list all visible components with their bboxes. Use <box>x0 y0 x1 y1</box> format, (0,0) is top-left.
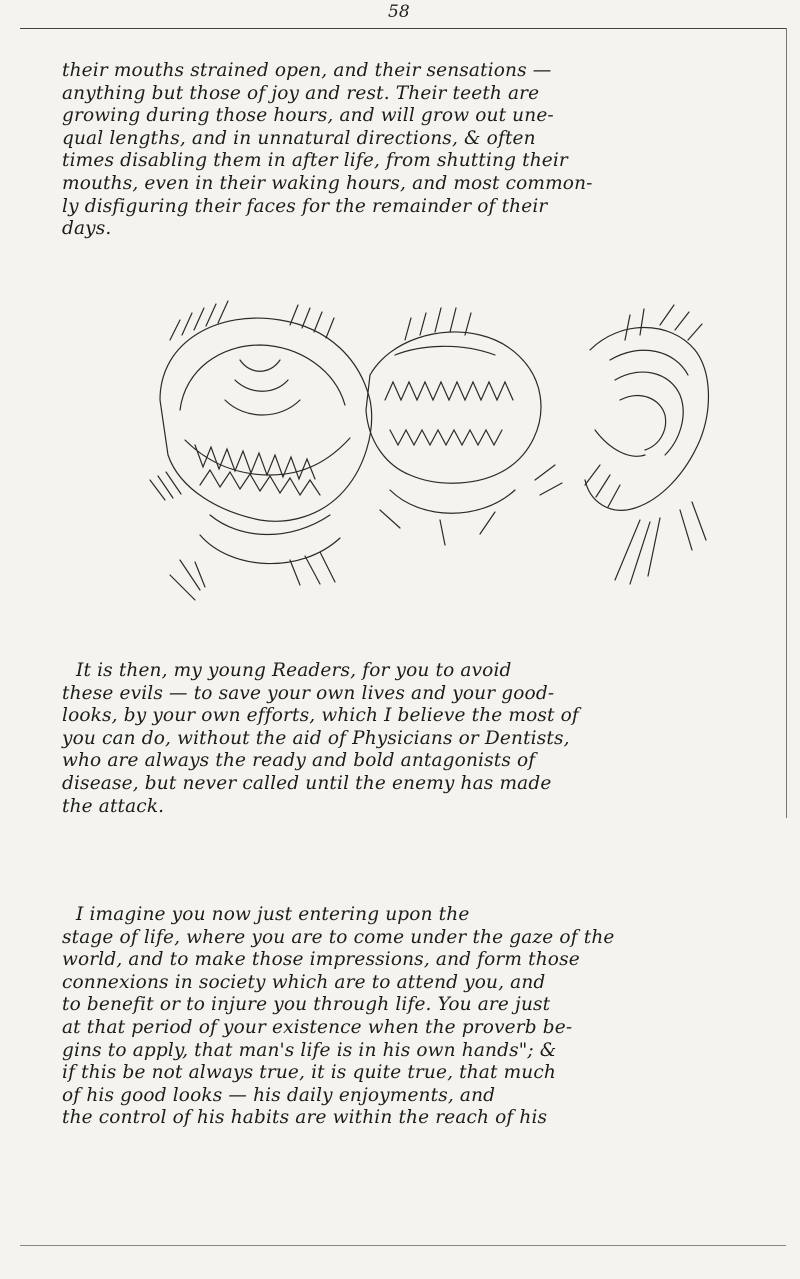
text-line: I imagine you now just entering upon the <box>76 904 470 925</box>
text-line: It is then, my young Readers, for you to avoid <box>76 660 512 681</box>
text-line: who are always the ready and bold antagonists of <box>62 750 536 772</box>
bottom-rule <box>20 1245 786 1246</box>
text-line: to benefit or to injure you through life. You are just <box>62 994 551 1016</box>
top-rule <box>20 28 786 29</box>
text-line: times disabling them in after life, from shutting their <box>62 150 568 172</box>
page-number: 58 <box>388 2 410 22</box>
text-line: gins to apply, that man's life is in his own hands"; & <box>62 1039 557 1061</box>
text-line: looks, by your own efforts, which I believe the most of <box>62 705 579 727</box>
text-line: stage of life, where you are to come under the gaze of the <box>62 926 615 948</box>
paragraph-3 <box>62 904 767 1130</box>
text-line: anything but those of joy and rest. Their teeth are <box>62 82 540 104</box>
text-line: days. <box>62 218 112 240</box>
text-line: ly disfiguring their faces for the remainder of their <box>62 195 548 217</box>
text-line: mouths, even in their waking hours, and most common- <box>62 172 593 194</box>
text-line: world, and to make those impressions, and form those <box>62 949 580 971</box>
text-line: at that period of your existence when the proverb be- <box>62 1016 573 1038</box>
text-line: disease, but never called until the enemy has made <box>62 772 552 794</box>
paragraph-2 <box>62 660 767 818</box>
text-line: the control of his habits are within the reach of his <box>62 1107 548 1129</box>
right-edge-rule <box>786 28 787 818</box>
text-line: of his good looks — his daily enjoyments, and <box>62 1084 496 1106</box>
teeth-illustration <box>140 280 720 620</box>
paragraph-1 <box>62 60 767 241</box>
text-line: connexions in society which are to attend you, and <box>62 971 546 993</box>
text-line: qual lengths, and in unnatural directions, & often <box>62 127 536 149</box>
teeth-engraving-icon <box>140 280 720 620</box>
text-line: the attack. <box>62 795 165 817</box>
text-line: you can do, without the aid of Physicians or Dentists, <box>62 727 570 749</box>
text-line: these evils — to save your own lives and your good- <box>62 682 555 704</box>
text-line: growing during those hours, and will grow out une- <box>62 105 554 127</box>
text-line: their mouths strained open, and their sensations — <box>62 60 552 81</box>
text-line: if this be not always true, it is quite true, that much <box>62 1062 556 1084</box>
